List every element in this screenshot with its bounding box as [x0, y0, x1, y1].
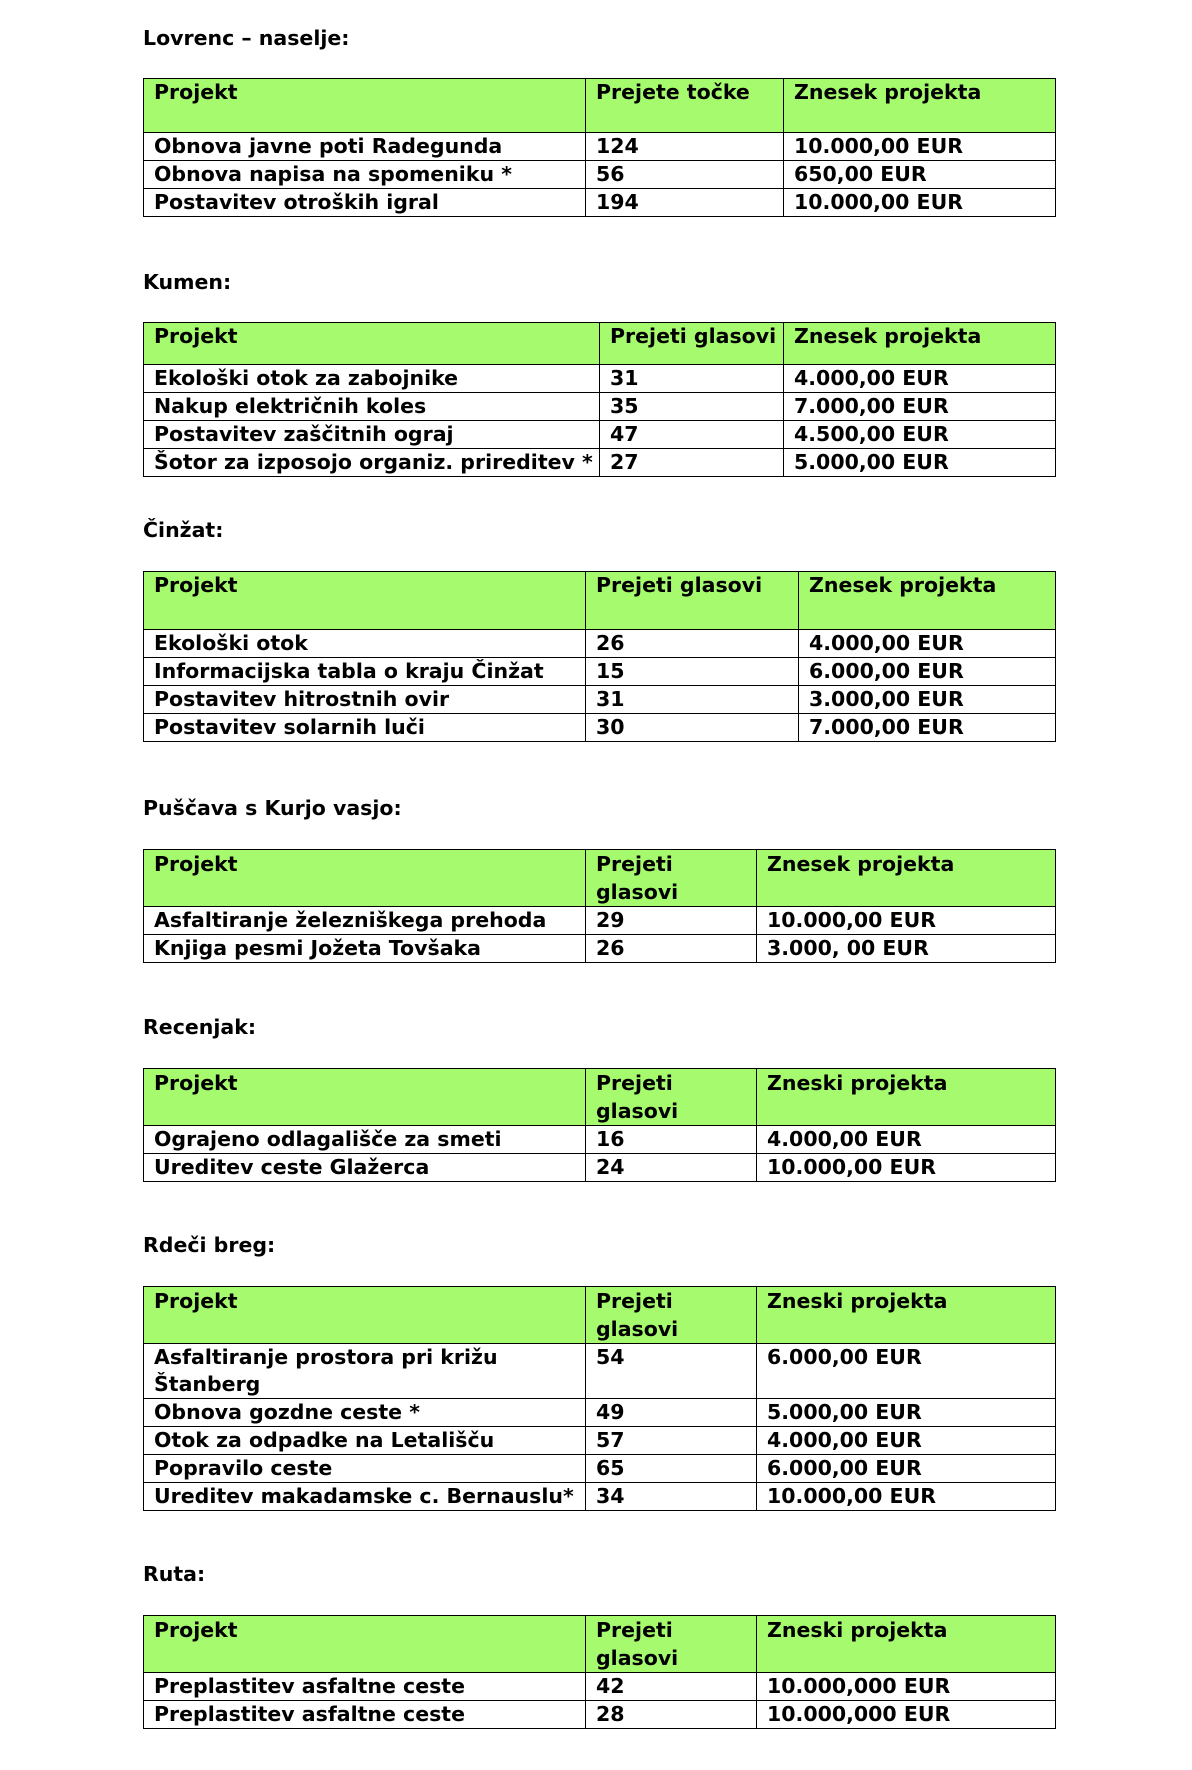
header-cell-project: Projekt: [144, 850, 586, 907]
cell-votes: 26: [586, 935, 757, 963]
table-row: [144, 161, 1056, 189]
cell-votes: 124: [586, 133, 784, 161]
cell-project: Obnova javne poti Radegunda: [144, 133, 586, 161]
table-row: [144, 1427, 1056, 1455]
table-row: [144, 714, 1056, 742]
cell-votes: 35: [600, 393, 784, 421]
projects-table-lovrenc: [143, 78, 1056, 217]
header-cell-votes: Prejeti glasovi: [586, 1287, 757, 1344]
table-header-row: [144, 79, 1056, 133]
cell-amount: 10.000,00 EUR: [784, 189, 1056, 217]
cell-amount: 10.000,000 EUR: [757, 1673, 1056, 1701]
cell-project: Ureditev ceste Glažerca: [144, 1154, 586, 1182]
cell-votes: 16: [586, 1126, 757, 1154]
cell-project: Informacijska tabla o kraju Činžat: [144, 658, 586, 686]
cell-votes: 54: [586, 1344, 757, 1399]
cell-votes: 27: [600, 449, 784, 477]
section-title-rdeci-breg: Rdeči breg:: [143, 1233, 276, 1257]
cell-project: Otok za odpadke na Letališču: [144, 1427, 586, 1455]
projects-table-ruta: [143, 1615, 1056, 1729]
cell-votes: 31: [600, 365, 784, 393]
projects-table-cinzat: [143, 571, 1056, 742]
table-header-row: [144, 850, 1056, 907]
section-title-recenjak: Recenjak:: [143, 1015, 257, 1039]
cell-amount: 6.000,00 EUR: [757, 1455, 1056, 1483]
table-row: [144, 1701, 1056, 1729]
cell-votes: 47: [600, 421, 784, 449]
cell-project: Knjiga pesmi Jožeta Tovšaka: [144, 935, 586, 963]
cell-amount: 3.000, 00 EUR: [757, 935, 1056, 963]
header-cell-votes: Prejeti glasovi: [586, 572, 799, 630]
header-cell-project: Projekt: [144, 1287, 586, 1344]
header-cell-amount: Zneski projekta: [757, 1069, 1056, 1126]
cell-votes: 26: [586, 630, 799, 658]
cell-votes: 49: [586, 1399, 757, 1427]
table-row: [144, 1154, 1056, 1182]
table-header-row: [144, 1616, 1056, 1673]
projects-table-rdeci-breg: [143, 1286, 1056, 1511]
cell-amount: 10.000,00 EUR: [757, 1154, 1056, 1182]
table-header-row: [144, 572, 1056, 630]
cell-amount: 10.000,00 EUR: [757, 1483, 1056, 1511]
table-row: [144, 449, 1056, 477]
header-cell-project: Projekt: [144, 1616, 586, 1673]
cell-votes: 65: [586, 1455, 757, 1483]
table-row: [144, 1483, 1056, 1511]
cell-amount: 7.000,00 EUR: [799, 714, 1056, 742]
cell-amount: 10.000,00 EUR: [757, 907, 1056, 935]
cell-amount: 3.000,00 EUR: [799, 686, 1056, 714]
table-row: [144, 1399, 1056, 1427]
table-row: [144, 365, 1056, 393]
table-header-row: [144, 323, 1056, 365]
section-title-ruta: Ruta:: [143, 1562, 206, 1586]
cell-votes: 29: [586, 907, 757, 935]
cell-votes: 56: [586, 161, 784, 189]
cell-project: Ekološki otok: [144, 630, 586, 658]
header-cell-votes: Prejeti glasovi: [586, 1069, 757, 1126]
header-cell-amount: Znesek projekta: [784, 323, 1056, 365]
header-cell-amount: Znesek projekta: [784, 79, 1056, 133]
cell-amount: 5.000,00 EUR: [784, 449, 1056, 477]
header-cell-project: Projekt: [144, 79, 586, 133]
header-cell-project: Projekt: [144, 1069, 586, 1126]
cell-project: Postavitev zaščitnih ograj: [144, 421, 600, 449]
cell-votes: 28: [586, 1701, 757, 1729]
table-row: [144, 686, 1056, 714]
table-row: [144, 1126, 1056, 1154]
cell-project: Preplastitev asfaltne ceste: [144, 1673, 586, 1701]
cell-project: Postavitev hitrostnih ovir: [144, 686, 586, 714]
cell-project: Asfaltiranje železniškega prehoda: [144, 907, 586, 935]
table-row: [144, 658, 1056, 686]
table-row: [144, 189, 1056, 217]
cell-votes: 34: [586, 1483, 757, 1511]
projects-table-recenjak: [143, 1068, 1056, 1182]
section-title-puscava: Puščava s Kurjo vasjo:: [143, 796, 402, 820]
header-cell-amount: Zneski projekta: [757, 1616, 1056, 1673]
table-header-row: [144, 1069, 1056, 1126]
cell-project: Nakup električnih koles: [144, 393, 600, 421]
table-row: [144, 421, 1056, 449]
cell-amount: 10.000,00 EUR: [784, 133, 1056, 161]
cell-amount: 4.000,00 EUR: [757, 1126, 1056, 1154]
cell-amount: 6.000,00 EUR: [757, 1344, 1056, 1399]
cell-project: Asfaltiranje prostora pri križu Štanberg: [144, 1344, 586, 1399]
cell-amount: 4.000,00 EUR: [799, 630, 1056, 658]
header-cell-amount: Znesek projekta: [757, 850, 1056, 907]
cell-votes: 31: [586, 686, 799, 714]
header-cell-votes: Prejeti glasovi: [586, 1616, 757, 1673]
header-cell-votes: Prejete točke: [586, 79, 784, 133]
cell-project: Popravilo ceste: [144, 1455, 586, 1483]
projects-table-puscava: [143, 849, 1056, 963]
cell-project: Postavitev solarnih luči: [144, 714, 586, 742]
cell-amount: 7.000,00 EUR: [784, 393, 1056, 421]
cell-votes: 30: [586, 714, 799, 742]
table-row: [144, 393, 1056, 421]
section-title-kumen: Kumen:: [143, 270, 232, 294]
cell-votes: 15: [586, 658, 799, 686]
cell-project: Preplastitev asfaltne ceste: [144, 1701, 586, 1729]
cell-votes: 194: [586, 189, 784, 217]
header-cell-amount: Znesek projekta: [799, 572, 1056, 630]
section-title-cinzat: Činžat:: [143, 518, 224, 542]
table-row: [144, 1673, 1056, 1701]
table-row: [144, 935, 1056, 963]
cell-project: Postavitev otroških igral: [144, 189, 586, 217]
cell-amount: 650,00 EUR: [784, 161, 1056, 189]
cell-project: Obnova napisa na spomeniku *: [144, 161, 586, 189]
cell-votes: 24: [586, 1154, 757, 1182]
table-row: [144, 1344, 1056, 1399]
header-cell-votes: Prejeti glasovi: [586, 850, 757, 907]
cell-amount: 4.500,00 EUR: [784, 421, 1056, 449]
section-title-lovrenc: Lovrenc – naselje:: [143, 26, 350, 50]
cell-amount: 6.000,00 EUR: [799, 658, 1056, 686]
cell-project: Šotor za izposojo organiz. prireditev *: [144, 449, 600, 477]
table-row: [144, 133, 1056, 161]
table-row: [144, 1455, 1056, 1483]
cell-votes: 57: [586, 1427, 757, 1455]
header-cell-amount: Zneski projekta: [757, 1287, 1056, 1344]
table-row: [144, 630, 1056, 658]
cell-project: Ureditev makadamske c. Bernauslu*: [144, 1483, 586, 1511]
projects-table-kumen: [143, 322, 1056, 477]
table-row: [144, 907, 1056, 935]
cell-project: Ekološki otok za zabojnike: [144, 365, 600, 393]
cell-amount: 5.000,00 EUR: [757, 1399, 1056, 1427]
cell-votes: 42: [586, 1673, 757, 1701]
cell-project: Obnova gozdne ceste *: [144, 1399, 586, 1427]
header-cell-project: Projekt: [144, 572, 586, 630]
header-cell-votes: Prejeti glasovi: [600, 323, 784, 365]
cell-amount: 4.000,00 EUR: [757, 1427, 1056, 1455]
cell-project: Ograjeno odlagališče za smeti: [144, 1126, 586, 1154]
table-header-row: [144, 1287, 1056, 1344]
cell-amount: 4.000,00 EUR: [784, 365, 1056, 393]
header-cell-project: Projekt: [144, 323, 600, 365]
cell-amount: 10.000,000 EUR: [757, 1701, 1056, 1729]
